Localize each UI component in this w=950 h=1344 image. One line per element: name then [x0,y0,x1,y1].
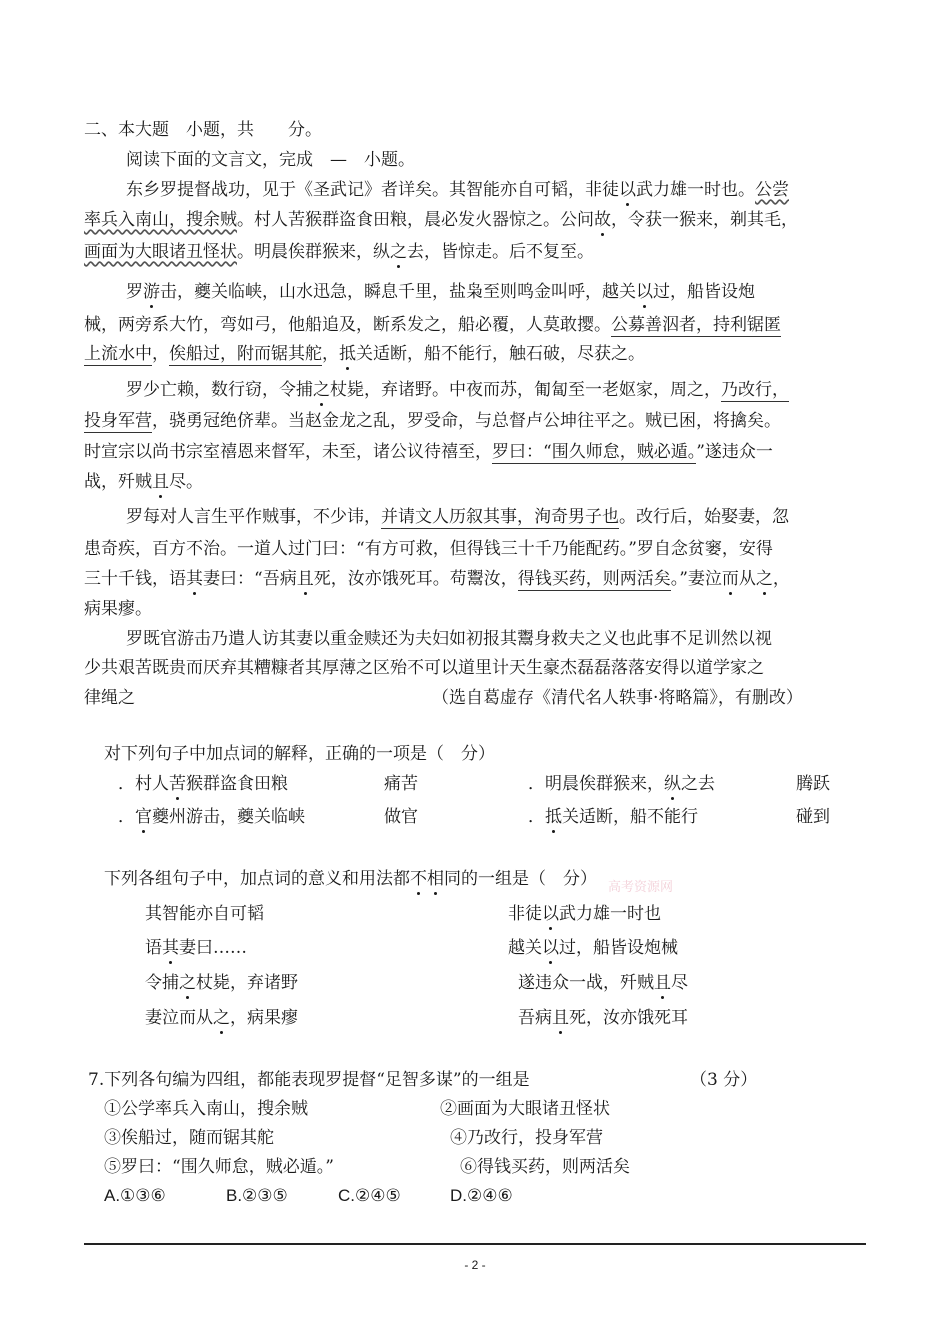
wavy-underlined-phrase: 公尝 [755,180,789,200]
page-number: - 2 - [464,1258,486,1272]
dotted-word: 以 [542,904,559,924]
passage-line: 画面为大眼诸丑怪状。明晨俟群猴来，纵之去，皆惊走。后不复至。 [84,242,594,262]
dotted-word: 且 [654,973,671,993]
dotted-word: 游 [143,282,160,302]
wavy-underlined-phrase: 率兵入南山，搜余贼 [84,210,237,230]
dotted-word: 之 [390,242,407,262]
q6-row2-left: 语其妻曰…… [145,938,247,958]
q5-option-b-gloss: 腾跃 [796,774,830,794]
dotted-word: 之 [213,1008,230,1028]
dotted-word: 之 [755,569,773,589]
dotted-word: 官 [135,807,152,827]
source-citation: （选自葛虚存《清代名人轶事·将略篇》，有删改） [432,688,803,708]
q7-choice-b: B.②③⑤ [226,1186,288,1205]
underlined-phrase: 得钱买药，则两活矣 [517,569,671,589]
dotted-word: 其 [162,938,179,958]
q7-option-1: ①公学率兵入南山，搜余贼 [104,1099,308,1119]
passage-line: 三十千钱，语其妻曰：“吾病且死，汝亦饿死耳。苟鬻汝，得钱买药，则两活矣。”妻泣而从之， [84,569,790,589]
dotted-word: 其 [186,569,203,589]
passage-line: 投身军营，骁勇冠绝侪辈。当赵金龙之乱，罗受命，与总督卢公坤往平之。贼已困，将擒矣。 [84,411,781,431]
dotted-word: 之 [313,380,330,400]
q7-option-6: ⑥得钱买药，则两活矣 [460,1157,630,1177]
dotted-word: 以 [542,938,559,958]
underlined-phrase: 乃改行， [721,380,789,400]
q6-row3-right: 遂违众一战，歼贼且尽 [518,973,688,993]
underlined-phrase: 上流水中 [84,344,152,364]
q6-row1-right: 非徒以武力雄一时也 [508,904,661,924]
dotted-word: 苦 [169,774,186,794]
dotted-word: 故 [594,210,611,230]
passage-line: 患奇疾，百方不治。一道人过门曰：“有方可救，但得钱三十千乃能配药。”罗自念贫窭，安得 [84,539,773,559]
q7-stem: 7.下列各句编为四组，都能表现罗提督“足智多谋”的一组是 [88,1070,530,1090]
q5-stem: 对下列句子中加点词的解释，正确的一项是（ 分） [104,744,495,764]
q7-choice-c: C.②④⑤ [338,1186,401,1205]
q7-option-3: ③俟船过，随而锯其舵 [104,1128,274,1148]
passage-line: 罗游击，夔关临峡，山水迅急，瞬息千里，盐枭至则鸣金叫呼，越关以过，船皆设炮 [126,282,755,302]
q5-option-d-gloss: 碰到 [796,807,830,827]
q5-option-c: ．官夔州游击，夔关临峡 [118,807,305,827]
instruction: 阅读下面的文言文，完成 — 小题。 [126,150,415,170]
dotted-word: 以 [619,180,636,200]
section-header: 二、本大题 小题，共 分。 [84,120,322,140]
dotted-word: 而 [721,569,739,589]
passage-line: 东乡罗提督战功，见于《圣武记》者详矣。其智能亦自可韬，非徒以武力雄一时也。公尝 [126,180,789,200]
dotted-word: 且 [552,1008,569,1028]
q6-row1-left: 其智能亦自可韬 [145,904,264,924]
underlined-phrase: 并请文人历叙其事，洵奇男子也 [381,507,619,527]
passage-line: 罗少亡赖，数行窃，令捕之杖毙，弃诸野。中夜而苏，匍匐至一老妪家，周之，乃改行， [126,380,789,400]
q7-choice-d: D.②④⑥ [450,1186,513,1205]
passage-line: 战，歼贼且尽。 [84,472,203,492]
passage-line: 械，两旁系大竹，弯如弓，他船追及，断系发之，船必覆，人莫敢撄。公募善泅者，持利锯匿 [84,315,781,335]
dotted-word: 纵 [664,774,681,794]
dotted-word: 且 [296,569,314,589]
passage-line: 罗既官游击乃遣人访其妻以重金赎还为夫妇如初报其鬻身救夫之义也此事不足训然以视 [126,629,772,649]
dotted-word: 抵 [339,344,356,364]
q5-option-b: ．明晨俟群猴来，纵之去 [528,774,715,794]
q7-option-2: ②画面为大眼诸丑怪状 [440,1099,610,1119]
dotted-word: 之 [179,973,196,993]
dotted-word: 不 [410,869,427,889]
passage-line: 率兵入南山，搜余贼。村人苦猴群盗食田粮，晨必发火器惊之。公问故，令获一猴来，剃其毛， [84,210,798,230]
q6-stem: 下列各组句子中，加点词的意义和用法都不相同的一组是（ 分） [104,869,597,889]
passage-line: 时宣宗以尚书宗室禧恩来督军，未至，诸公议待禧至，罗曰：“围久师怠，贼必遁。”遂违众一 [84,442,773,462]
q6-row4-right: 吾病且死，汝亦饿死耳 [518,1008,688,1028]
dotted-word: 抵 [545,807,562,827]
passage-line: 病果瘳。 [84,599,152,619]
watermark-stamp: 高考资源网 [608,880,674,895]
q7-option-5: ⑤罗曰：“围久师怠，贼必遁。” [104,1157,334,1177]
q5-option-a: ．村人苦猴群盗食田粮 [118,774,288,794]
underlined-phrase: 公募善泅者，持利锯匿 [611,315,781,335]
underlined-phrase: 罗曰：“围久师怠，贼必遁。 [492,442,697,462]
q6-row3-left: 令捕之杖毙，弃诸野 [145,973,298,993]
dotted-word: 且 [152,472,169,492]
q5-option-a-gloss: 痛苦 [384,774,418,794]
underlined-phrase: 俟船过，附而锯其舵 [169,344,322,364]
q6-row2-right: 越关以过，船皆设炮械 [508,938,678,958]
q7-score: （3 分） [690,1070,758,1090]
passage-line: 上流水中，俟船过，附而锯其舵，抵关适断，船不能行，触石破，尽获之。 [84,344,645,364]
underlined-phrase: 投身军营 [84,411,152,431]
dotted-word: 以 [636,282,653,302]
q7-choice-a: A.①③⑥ [104,1186,166,1205]
footer-rule [84,1243,866,1245]
q6-row4-left: 妻泣而从之，病果瘳 [145,1008,298,1028]
q7-option-4: ④乃改行，投身军营 [450,1128,603,1148]
passage-line: 罗每对人言生平作贼事，不少讳，并请文人历叙其事，洵奇男子也。改行后，始娶妻，忽 [126,507,789,527]
wavy-underlined-phrase: 画面为大眼诸丑怪状 [84,242,237,262]
q5-option-d: ．抵关适断，船不能行 [528,807,698,827]
dotted-word: 相 [427,869,444,889]
passage-line: 律绳之 [84,688,135,708]
passage-line: 少共艰苦既贵而厌弃其糟糠者其厚薄之区殆不可以道里计天生豪杰磊磊落落安得以道学家之 [84,658,764,678]
q5-option-c-gloss: 做官 [384,807,418,827]
